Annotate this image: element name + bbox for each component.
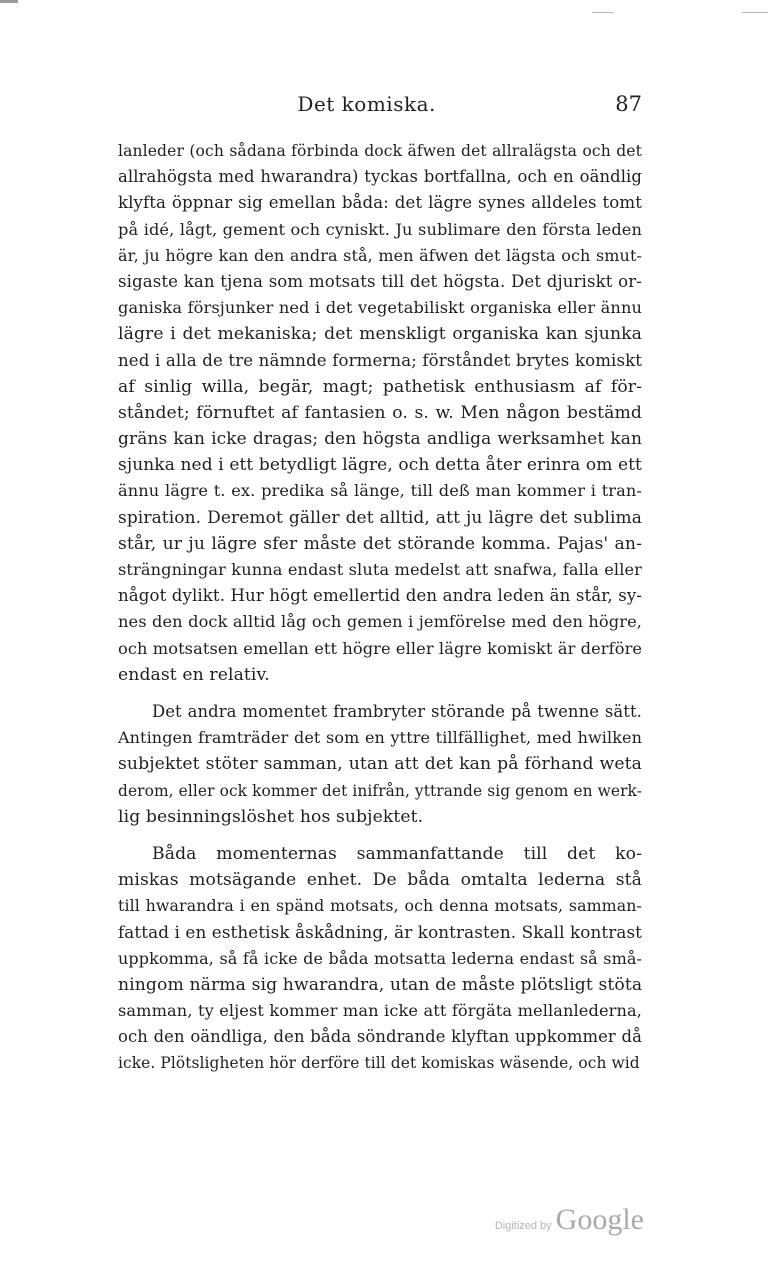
paragraph-gap <box>118 830 642 841</box>
body-text <box>118 138 642 1077</box>
text-line: är, ju högre kan den andra stå, men äfwen det lägsta och smut- <box>118 245 642 265</box>
text-line: lanleder (och sådana förbinda dock äfwen det allralägsta och det <box>118 142 642 160</box>
text-line: klyfta öppnar sig emellan båda: det lägre synes alldeles tomt <box>118 193 642 213</box>
text-line: ståndet; förnuftet af fantasien o. s. w. Men någon bestämd <box>118 402 642 423</box>
text-line: samman, ty eljest kommer man icke att förgäta mellanlederna, <box>118 1001 642 1020</box>
scan-mark <box>0 0 18 3</box>
text-line: står, ur ju lägre sfer måste det störande komma. Pajas' an- <box>118 533 642 554</box>
text-line: uppkomma, så få icke de båda motsatta lederna endast så små- <box>118 948 642 968</box>
text-line: och motsatsen emellan ett högre eller lägre komiskt är derföre <box>118 638 643 658</box>
text-line: strängningar kunna endast sluta medelst att snafwa, falla eller <box>118 560 642 579</box>
text-line: derom, eller ock kommer det inifrån, yttrande sig genom en werk- <box>118 781 642 800</box>
paragraph <box>118 841 642 1077</box>
text-line: miskas motsägande enhet. De båda omtalta lederna stå <box>118 870 642 891</box>
text-line: lägre i det mekaniska; det menskligt organiska kan sjunka <box>118 324 642 345</box>
text-line: allrahögsta med hwarandra) tyckas bortfallna, och en oändlig <box>118 167 642 187</box>
paragraph <box>118 699 642 830</box>
text-line: icke. Plötsligheten hör derföre till det komiskas wäsende, och wid <box>118 1054 640 1073</box>
digitized-by-label: Digitized by <box>494 1220 552 1232</box>
digitization-footer <box>495 1203 644 1237</box>
text-line: sigaste kan tjena som motsats till det högsta. Det djuriskt or- <box>118 271 642 291</box>
text-line: af sinlig willa, begär, magt; pathetisk enthusiasm af för- <box>118 376 642 397</box>
text-line: ned i alla de tre nämnde formerna; förståndet brytes komiskt <box>118 350 642 370</box>
running-title: Det komiska. <box>297 92 436 116</box>
text-line: ganiska försjunker ned i det vegetabiliskt organiska eller ännu <box>118 298 642 318</box>
text-line: något dylikt. Hur högt emellertid den andra leden än står, sy- <box>118 586 642 606</box>
scan-mark <box>592 12 614 13</box>
text-line: Båda momenternas sammanfattande till det ko- <box>152 843 642 864</box>
text-line: Det andra momentet frambryter störande på twenne sätt. <box>152 701 642 721</box>
google-logo: Google <box>555 1203 644 1236</box>
text-line: fattad i en esthetisk åskådning, är kontrasten. Skall kontrast <box>118 922 642 943</box>
text-line: på idé, lågt, gement och cyniskt. Ju sublimare den första leden <box>118 219 642 239</box>
page-header <box>118 92 642 124</box>
page-number: 87 <box>615 92 642 116</box>
paragraph <box>118 138 642 688</box>
text-line: nes den dock alltid låg och gemen i jemförelse med den högre, <box>118 612 642 632</box>
text-line: gräns kan icke dragas; den högsta andliga werksamhet kan <box>118 429 642 450</box>
text-line: sjunka ned i ett betydligt lägre, och detta åter erinra om ett <box>118 455 642 476</box>
paragraph-gap <box>118 688 642 699</box>
text-line: spiration. Deremot gäller det alltid, att ju lägre det sublima <box>118 507 642 528</box>
scan-mark <box>742 12 768 13</box>
text-line: ningom närma sig hwarandra, utan de måste plötsligt stöta <box>118 974 643 995</box>
text-line: till hwarandra i en spänd motsats, och denna motsats, samman- <box>118 896 642 916</box>
text-line: subjektet stöter samman, utan att det kan på förhand weta <box>118 754 642 775</box>
text-line: Antingen framträder det som en yttre tillfällighet, med hwilken <box>118 728 642 748</box>
text-line: lig besinningslöshet hos subjektet. <box>118 806 424 827</box>
text-line: och den oändliga, den båda söndrande klyftan uppkommer då <box>118 1027 642 1047</box>
text-line: endast en relativ. <box>118 664 270 685</box>
text-line: ännu lägre t. ex. predika så länge, till deß man kommer i tran- <box>118 481 642 501</box>
